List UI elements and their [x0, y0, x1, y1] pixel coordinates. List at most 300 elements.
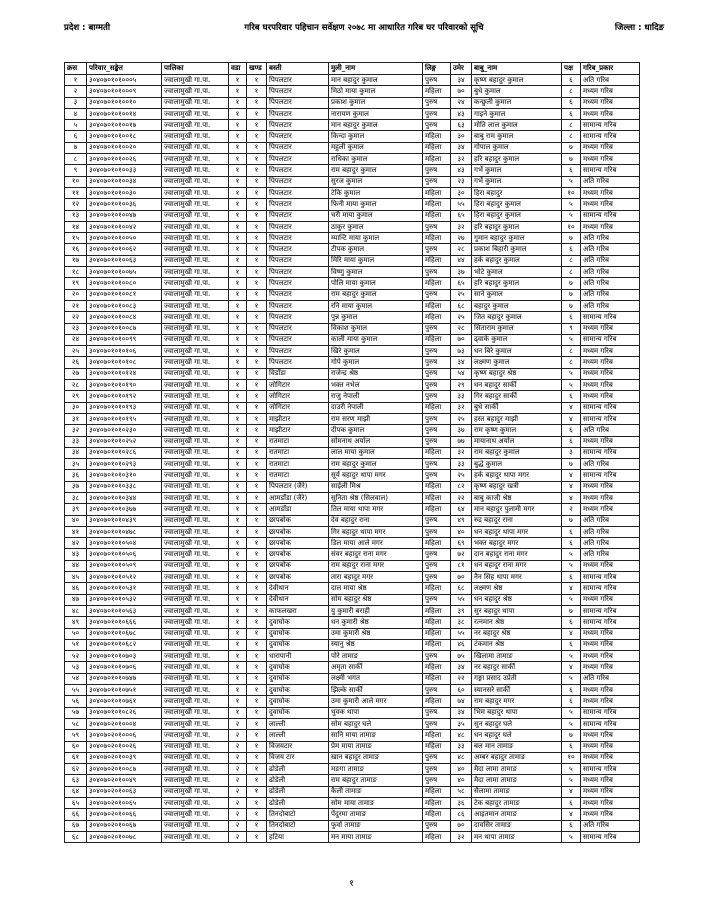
- poverty-type-cell: अति गरिब: [581, 526, 640, 537]
- ward-cell: १: [229, 380, 247, 391]
- ward-cell: १: [229, 673, 247, 684]
- municipality-cell: ज्वालामुखी गा.पा.: [162, 187, 229, 198]
- father-name-cell: हरि बहादुर कुमाल: [472, 278, 562, 289]
- household-code-cell: ३०४०७०१०१०५०९: [87, 560, 162, 571]
- gender-cell: पुरुष: [423, 515, 451, 526]
- head-name-cell: राम बहादुर कुमाल: [329, 289, 423, 300]
- father-name-cell: हर्क बहादुर कुमाल: [472, 255, 562, 266]
- father-name-cell: मान बहादुर पुलामी मगर: [472, 504, 562, 515]
- age-cell: ३०: [451, 187, 472, 198]
- family-size-cell: १०: [562, 752, 581, 763]
- head-name-cell: मन माया तामाङ: [329, 831, 423, 842]
- settlement-cell: छापबोक: [267, 549, 329, 560]
- block-cell: १: [247, 425, 267, 436]
- municipality-cell: ज्वालामुखी गा.पा.: [162, 718, 229, 729]
- serial-number-cell: ६१: [65, 752, 87, 763]
- ward-cell: १: [229, 142, 247, 153]
- settlement-cell: पिपलटार: [267, 210, 329, 221]
- block-cell: १: [247, 267, 267, 278]
- gender-cell: महिला: [423, 312, 451, 323]
- municipality-cell: ज्वालामुखी गा.पा.: [162, 583, 229, 594]
- poverty-type-cell: सामान्य गरिब: [581, 120, 640, 131]
- head-name-cell: उमा कुमारी श्रेष्ठ: [329, 628, 423, 639]
- table-row: [65, 515, 640, 526]
- serial-number-cell: ५०: [65, 628, 87, 639]
- head-name-cell: पोरे तामाङ: [329, 651, 423, 662]
- gender-cell: महिला: [423, 662, 451, 673]
- household-code-cell: ३०४०७०१०१०७५१: [87, 685, 162, 696]
- gender-cell: महिला: [423, 131, 451, 142]
- serial-number-cell: १: [65, 75, 87, 86]
- ward-cell: १: [229, 617, 247, 628]
- father-name-cell: लक्ष्मण श्रेष्ठ: [472, 583, 562, 594]
- settlement-cell: पिपलटार: [267, 154, 329, 165]
- household-code-cell: ३०४०७०१०१००१७: [87, 120, 162, 131]
- family-size-cell: ७: [562, 278, 581, 289]
- serial-number-cell: १०: [65, 176, 87, 187]
- family-size-cell: ७: [562, 142, 581, 153]
- family-size-cell: ३: [562, 447, 581, 458]
- municipality-cell: ज्वालामुखी गा.पा.: [162, 685, 229, 696]
- household-code-cell: ३०४०७०१०१००८७: [87, 323, 162, 334]
- gender-cell: पुरुष: [423, 526, 451, 537]
- family-size-cell: ५: [562, 210, 581, 221]
- family-size-cell: ८: [562, 131, 581, 142]
- municipality-cell: ज्वालामुखी गा.पा.: [162, 210, 229, 221]
- age-cell: २३: [451, 176, 472, 187]
- family-size-cell: ७: [562, 154, 581, 165]
- father-name-cell: बहादुर कुमाल: [472, 300, 562, 311]
- poverty-type-cell: मध्यम गरिब: [581, 199, 640, 210]
- ward-cell: १: [229, 108, 247, 119]
- table-row: [65, 549, 640, 560]
- poverty-type-cell: मध्यम गरिब: [581, 662, 640, 673]
- ward-cell: १: [229, 594, 247, 605]
- head-name-cell: खान बहादुर तामाङ: [329, 752, 423, 763]
- father-name-cell: मैदा लामा तामाङ: [472, 764, 562, 775]
- family-size-cell: ६: [562, 165, 581, 176]
- settlement-cell: दुवाघोक: [267, 673, 329, 684]
- gender-cell: महिला: [423, 786, 451, 797]
- table-row: [65, 730, 640, 741]
- family-size-cell: ६: [562, 741, 581, 752]
- household-code-cell: ३०४०७०२०१०००६: [87, 730, 162, 741]
- table-row: [65, 764, 640, 775]
- serial-number-cell: ४: [65, 108, 87, 119]
- father-name-cell: बल मान तामाङ: [472, 741, 562, 752]
- serial-number-cell: ५५: [65, 685, 87, 696]
- age-cell: ३८: [451, 617, 472, 628]
- family-size-cell: १०: [562, 187, 581, 198]
- table-row: [65, 651, 640, 662]
- gender-cell: पुरुष: [423, 707, 451, 718]
- table-row: [65, 75, 640, 86]
- gender-cell: पुरुष: [423, 436, 451, 447]
- father-name-cell: गुमान बहादुर कुमाल: [472, 233, 562, 244]
- document-title: गरिब घरपरिवार पहिचान सर्वेक्षण २०७८ मा आधारित गरिब घर परिवारको सूचि: [244, 23, 484, 33]
- serial-number-cell: ३७: [65, 481, 87, 492]
- poverty-type-cell: मध्यम गरिब: [581, 752, 640, 763]
- poverty-type-cell: मध्यम गरिब: [581, 504, 640, 515]
- head-name-cell: दीपक कुमाल: [329, 425, 423, 436]
- family-size-cell: ८: [562, 120, 581, 131]
- table-row: [65, 278, 640, 289]
- gender-cell: पुरुष: [423, 572, 451, 583]
- age-cell: ६४: [451, 504, 472, 515]
- ward-cell: १: [229, 583, 247, 594]
- family-size-cell: ८: [562, 346, 581, 357]
- age-cell: २५: [451, 289, 472, 300]
- serial-number-cell: ४४: [65, 560, 87, 571]
- head-name-cell: मिठो माया कुमाल: [329, 86, 423, 97]
- father-name-cell: सुन बहादुर घले: [472, 718, 562, 729]
- settlement-cell: दुवाघोक: [267, 617, 329, 628]
- father-name-cell: हिरा बहादुर कुमाल: [472, 210, 562, 221]
- serial-number-cell: ४६: [65, 583, 87, 594]
- head-name-cell: टेकि कुमाल: [329, 187, 423, 198]
- poverty-type-cell: अति गरिब: [581, 425, 640, 436]
- table-row: [65, 187, 640, 198]
- father-name-cell: धन बहादुर घले: [472, 730, 562, 741]
- municipality-cell: ज्वालामुखी गा.पा.: [162, 97, 229, 108]
- block-cell: १: [247, 492, 267, 503]
- poverty-type-cell: मध्यम गरिब: [581, 346, 640, 357]
- head-name-cell: सोमनाथ अर्याल: [329, 436, 423, 447]
- family-size-cell: ४: [562, 470, 581, 481]
- block-cell: १: [247, 97, 267, 108]
- father-name-cell: रत्नमान श्रेष्ठ: [472, 617, 562, 628]
- column-header: बस्ती: [267, 63, 329, 75]
- settlement-cell: आमडाँडा: [267, 504, 329, 515]
- serial-number-cell: २९: [65, 391, 87, 402]
- table-row: [65, 323, 640, 334]
- household-code-cell: ३०४०७०१०१०७०३: [87, 651, 162, 662]
- gender-cell: पुरुष: [423, 459, 451, 470]
- age-cell: ३७: [451, 267, 472, 278]
- settlement-cell: पिपलटार: [267, 255, 329, 266]
- serial-number-cell: ८: [65, 154, 87, 165]
- household-code-cell: ३०४०७०१०१००३६: [87, 199, 162, 210]
- ward-cell: १: [229, 447, 247, 458]
- age-cell: ५५: [451, 594, 472, 605]
- age-cell: ३४: [451, 662, 472, 673]
- ward-cell: १: [229, 605, 247, 616]
- head-name-cell: फुर्वा तामाङ: [329, 820, 423, 831]
- settlement-cell: रातमाटा: [267, 470, 329, 481]
- family-size-cell: ७: [562, 459, 581, 470]
- settlement-cell: ढोडेली: [267, 798, 329, 809]
- table-row: [65, 402, 640, 413]
- table-row: [65, 391, 640, 402]
- father-name-cell: सैलामा तामाङ: [472, 786, 562, 797]
- serial-number-cell: १४: [65, 221, 87, 232]
- serial-number-cell: ५२: [65, 651, 87, 662]
- block-cell: १: [247, 447, 267, 458]
- gender-cell: महिला: [423, 696, 451, 707]
- serial-number-cell: ४०: [65, 515, 87, 526]
- father-name-cell: नैन सिंह थापा मगर: [472, 572, 562, 583]
- settlement-cell: पिपलटार: [267, 108, 329, 119]
- father-name-cell: गर्भे कुमाल: [472, 165, 562, 176]
- municipality-cell: ज्वालामुखी गा.पा.: [162, 594, 229, 605]
- father-name-cell: राम बहादुर कुमाल: [472, 447, 562, 458]
- household-code-cell: ३०४०७०१०१०१९३: [87, 402, 162, 413]
- municipality-cell: ज्वालामुखी गा.पा.: [162, 673, 229, 684]
- family-size-cell: ६: [562, 639, 581, 650]
- ward-cell: १: [229, 154, 247, 165]
- table-row: [65, 221, 640, 232]
- gender-cell: पुरुष: [423, 176, 451, 187]
- father-name-cell: धन बहादुर थापा मगर: [472, 526, 562, 537]
- gender-cell: पुरुष: [423, 425, 451, 436]
- settlement-cell: पिपलटार: [267, 176, 329, 187]
- table-row: [65, 120, 640, 131]
- head-name-cell: राम बहादुर तामाङ: [329, 775, 423, 786]
- father-name-cell: हर्क बहादुर थापा मगर: [472, 470, 562, 481]
- block-cell: १: [247, 312, 267, 323]
- serial-number-cell: ४५: [65, 572, 87, 583]
- age-cell: २९: [451, 380, 472, 391]
- municipality-cell: ज्वालामुखी गा.पा.: [162, 312, 229, 323]
- age-cell: ४३: [451, 108, 472, 119]
- head-name-cell: काली माया कुमाल: [329, 334, 423, 345]
- ward-cell: १: [229, 199, 247, 210]
- family-size-cell: ८: [562, 86, 581, 97]
- serial-number-cell: ६७: [65, 820, 87, 831]
- municipality-cell: ज्वालामुखी गा.पा.: [162, 131, 229, 142]
- gender-cell: महिला: [423, 402, 451, 413]
- block-cell: १: [247, 255, 267, 266]
- household-code-cell: ३०४०७०१०१०५०४: [87, 538, 162, 549]
- age-cell: ३२: [451, 221, 472, 232]
- family-size-cell: ४: [562, 583, 581, 594]
- poverty-type-cell: सामान्य गरिब: [581, 583, 640, 594]
- family-size-cell: ६: [562, 108, 581, 119]
- family-size-cell: ६: [562, 97, 581, 108]
- poverty-type-cell: सामान्य गरिब: [581, 334, 640, 345]
- gender-cell: पुरुष: [423, 470, 451, 481]
- father-name-cell: हस्त बहादुर माझी: [472, 413, 562, 424]
- age-cell: ३२: [451, 831, 472, 842]
- ward-cell: १: [229, 696, 247, 707]
- serial-number-cell: ३२: [65, 425, 87, 436]
- head-name-cell: राम बहादुर राना मगर: [329, 560, 423, 571]
- head-name-cell: प्रकाश कुमाल: [329, 97, 423, 108]
- family-size-cell: ४: [562, 402, 581, 413]
- table-row: [65, 605, 640, 616]
- household-code-cell: ३०४०७०१०१००८१: [87, 289, 162, 300]
- settlement-cell: छापबोक: [267, 515, 329, 526]
- age-cell: ४८: [451, 752, 472, 763]
- household-code-cell: ३०४०७०१०१००४७: [87, 210, 162, 221]
- serial-number-cell: २८: [65, 380, 87, 391]
- gender-cell: पुरुष: [423, 685, 451, 696]
- serial-number-cell: ६३: [65, 775, 87, 786]
- poverty-type-cell: सामान्य गरिब: [581, 617, 640, 628]
- table-row: [65, 526, 640, 537]
- municipality-cell: ज्वालामुखी गा.पा.: [162, 368, 229, 379]
- column-header: गरिब_प्रकार: [581, 63, 640, 75]
- gender-cell: पुरुष: [423, 549, 451, 560]
- head-name-cell: उमा कुमारी आले मगर: [329, 696, 423, 707]
- serial-number-cell: ३०: [65, 402, 87, 413]
- settlement-cell: छापबोक: [267, 526, 329, 537]
- table-row: [65, 628, 640, 639]
- household-code-cell: ३०४०७०१०१००३०: [87, 187, 162, 198]
- settlement-cell: ढोडेली: [267, 775, 329, 786]
- gender-cell: महिला: [423, 86, 451, 97]
- age-cell: ८२: [451, 481, 472, 492]
- gender-cell: पुरुष: [423, 165, 451, 176]
- household-code-cell: ३०४०७०१०१०४७८: [87, 526, 162, 537]
- poverty-type-cell: मध्यम गरिब: [581, 108, 640, 119]
- block-cell: १: [247, 820, 267, 831]
- block-cell: १: [247, 459, 267, 470]
- ward-cell: १: [229, 289, 247, 300]
- table-row: [65, 470, 640, 481]
- block-cell: १: [247, 368, 267, 379]
- head-name-cell: लक्ष्मी भगत: [329, 673, 423, 684]
- serial-number-cell: २१: [65, 300, 87, 311]
- municipality-cell: ज्वालामुखी गा.पा.: [162, 526, 229, 537]
- head-name-cell: लाल माया कुमाल: [329, 447, 423, 458]
- municipality-cell: ज्वालामुखी गा.पा.: [162, 707, 229, 718]
- head-name-cell: राम सरण माझी: [329, 413, 423, 424]
- block-cell: १: [247, 572, 267, 583]
- head-name-cell: विष्णु कुमाल: [329, 267, 423, 278]
- table-row: [65, 289, 640, 300]
- head-name-cell: म्यान्टि माया कुमाल: [329, 233, 423, 244]
- family-size-cell: ६: [562, 538, 581, 549]
- block-cell: १: [247, 504, 267, 515]
- table-row: [65, 538, 640, 549]
- block-cell: १: [247, 481, 267, 492]
- household-code-cell: ३०४०७०१०१०४३९: [87, 515, 162, 526]
- gender-cell: महिला: [423, 809, 451, 820]
- municipality-cell: ज्वालामुखी गा.पा.: [162, 233, 229, 244]
- municipality-cell: ज्वालामुखी गा.पा.: [162, 75, 229, 86]
- gender-cell: महिला: [423, 605, 451, 616]
- block-cell: १: [247, 662, 267, 673]
- ward-cell: १: [229, 357, 247, 368]
- block-cell: १: [247, 752, 267, 763]
- father-name-cell: हिरा बहादुर कुमाल: [472, 199, 562, 210]
- settlement-cell: पिपलटार: [267, 199, 329, 210]
- serial-number-cell: ३८: [65, 492, 87, 503]
- household-code-cell: ३०४०७०१०१०३४४: [87, 492, 162, 503]
- municipality-cell: ज्वालामुखी गा.पा.: [162, 662, 229, 673]
- father-name-cell: धन बहादुर सार्की: [472, 380, 562, 391]
- ward-cell: १: [229, 120, 247, 131]
- age-cell: ६५: [451, 210, 472, 221]
- father-name-cell: धन बहादुर राना मगर: [472, 560, 562, 571]
- municipality-cell: ज्वालामुखी गा.पा.: [162, 651, 229, 662]
- father-name-cell: गर्भे कुमाल: [472, 176, 562, 187]
- father-name-cell: सुर बहादुर थापा: [472, 605, 562, 616]
- municipality-cell: ज्वालामुखी गा.पा.: [162, 165, 229, 176]
- age-cell: २२: [451, 673, 472, 684]
- head-name-cell: देव बहादुर राना: [329, 515, 423, 526]
- gender-cell: महिला: [423, 639, 451, 650]
- ward-cell: १: [229, 492, 247, 503]
- block-cell: १: [247, 718, 267, 729]
- age-cell: ३२: [451, 402, 472, 413]
- poverty-type-cell: मध्यम गरिब: [581, 775, 640, 786]
- ward-cell: १: [229, 176, 247, 187]
- ward-cell: १: [229, 323, 247, 334]
- head-name-cell: सानि माया तामाङ: [329, 730, 423, 741]
- age-cell: ३३: [451, 391, 472, 402]
- serial-number-cell: १९: [65, 278, 87, 289]
- poverty-type-cell: सामान्य गरिब: [581, 413, 640, 424]
- gender-cell: पुरुष: [423, 357, 451, 368]
- family-size-cell: ४: [562, 662, 581, 673]
- household-code-cell: ३०४०७०१०१००२६: [87, 154, 162, 165]
- settlement-cell: लाल्ली: [267, 718, 329, 729]
- settlement-cell: पिपलटार: [267, 278, 329, 289]
- father-name-cell: प्रकाश बिहारी कुमाल: [472, 244, 562, 255]
- column-header: मुली_नाम: [329, 63, 423, 75]
- family-size-cell: ५: [562, 199, 581, 210]
- serial-number-cell: ५१: [65, 639, 87, 650]
- column-header: लिङ्ग: [423, 63, 451, 75]
- poverty-type-cell: अति गरिब: [581, 176, 640, 187]
- head-name-cell: खिरे कुमाल: [329, 346, 423, 357]
- settlement-cell: ढोडेली: [267, 786, 329, 797]
- settlement-cell: पिपलटार: [267, 86, 329, 97]
- family-size-cell: ८: [562, 255, 581, 266]
- municipality-cell: ज्वालामुखी गा.पा.: [162, 820, 229, 831]
- father-name-cell: मैदा लामा तामाङ: [472, 775, 562, 786]
- family-size-cell: ६: [562, 312, 581, 323]
- settlement-cell: दुवाघोक: [267, 685, 329, 696]
- municipality-cell: ज्वालामुखी गा.पा.: [162, 86, 229, 97]
- father-name-cell: धन बहादुर श्रेष्ठ: [472, 594, 562, 605]
- municipality-cell: ज्वालामुखी गा.पा.: [162, 154, 229, 165]
- age-cell: ७७: [451, 436, 472, 447]
- family-size-cell: ६: [562, 820, 581, 831]
- table-row: [65, 244, 640, 255]
- household-code-cell: ३०४०७०१०१००१८: [87, 131, 162, 142]
- head-name-cell: किन्दा कुमाल: [329, 131, 423, 142]
- settlement-cell: रातमाटा: [267, 459, 329, 470]
- family-size-cell: ६: [562, 685, 581, 696]
- family-size-cell: ७: [562, 300, 581, 311]
- column-header: पालिका: [162, 63, 229, 75]
- serial-number-cell: १५: [65, 233, 87, 244]
- age-cell: २७: [451, 233, 472, 244]
- table-row: [65, 334, 640, 345]
- family-size-cell: ६: [562, 696, 581, 707]
- father-name-cell: राम कृष्ण कुमाल: [472, 425, 562, 436]
- poverty-type-cell: मध्यम गरिब: [581, 154, 640, 165]
- gender-cell: पुरुष: [423, 560, 451, 571]
- ward-cell: १: [229, 233, 247, 244]
- ward-cell: २: [229, 741, 247, 752]
- poverty-type-cell: मध्यम गरिब: [581, 628, 640, 639]
- ward-cell: १: [229, 538, 247, 549]
- household-code-cell: ३०४०७०१०१०३३८: [87, 481, 162, 492]
- table-row: [65, 108, 640, 119]
- age-cell: २२: [451, 492, 472, 503]
- head-name-cell: संवर बहादुर राना मगर: [329, 549, 423, 560]
- municipality-cell: ज्वालामुखी गा.पा.: [162, 504, 229, 515]
- family-size-cell: ५: [562, 718, 581, 729]
- father-name-cell: रुद्र बहादुर राना: [472, 515, 562, 526]
- age-cell: २५: [451, 413, 472, 424]
- settlement-cell: जोगिटार: [267, 391, 329, 402]
- municipality-cell: ज्वालामुखी गा.पा.: [162, 617, 229, 628]
